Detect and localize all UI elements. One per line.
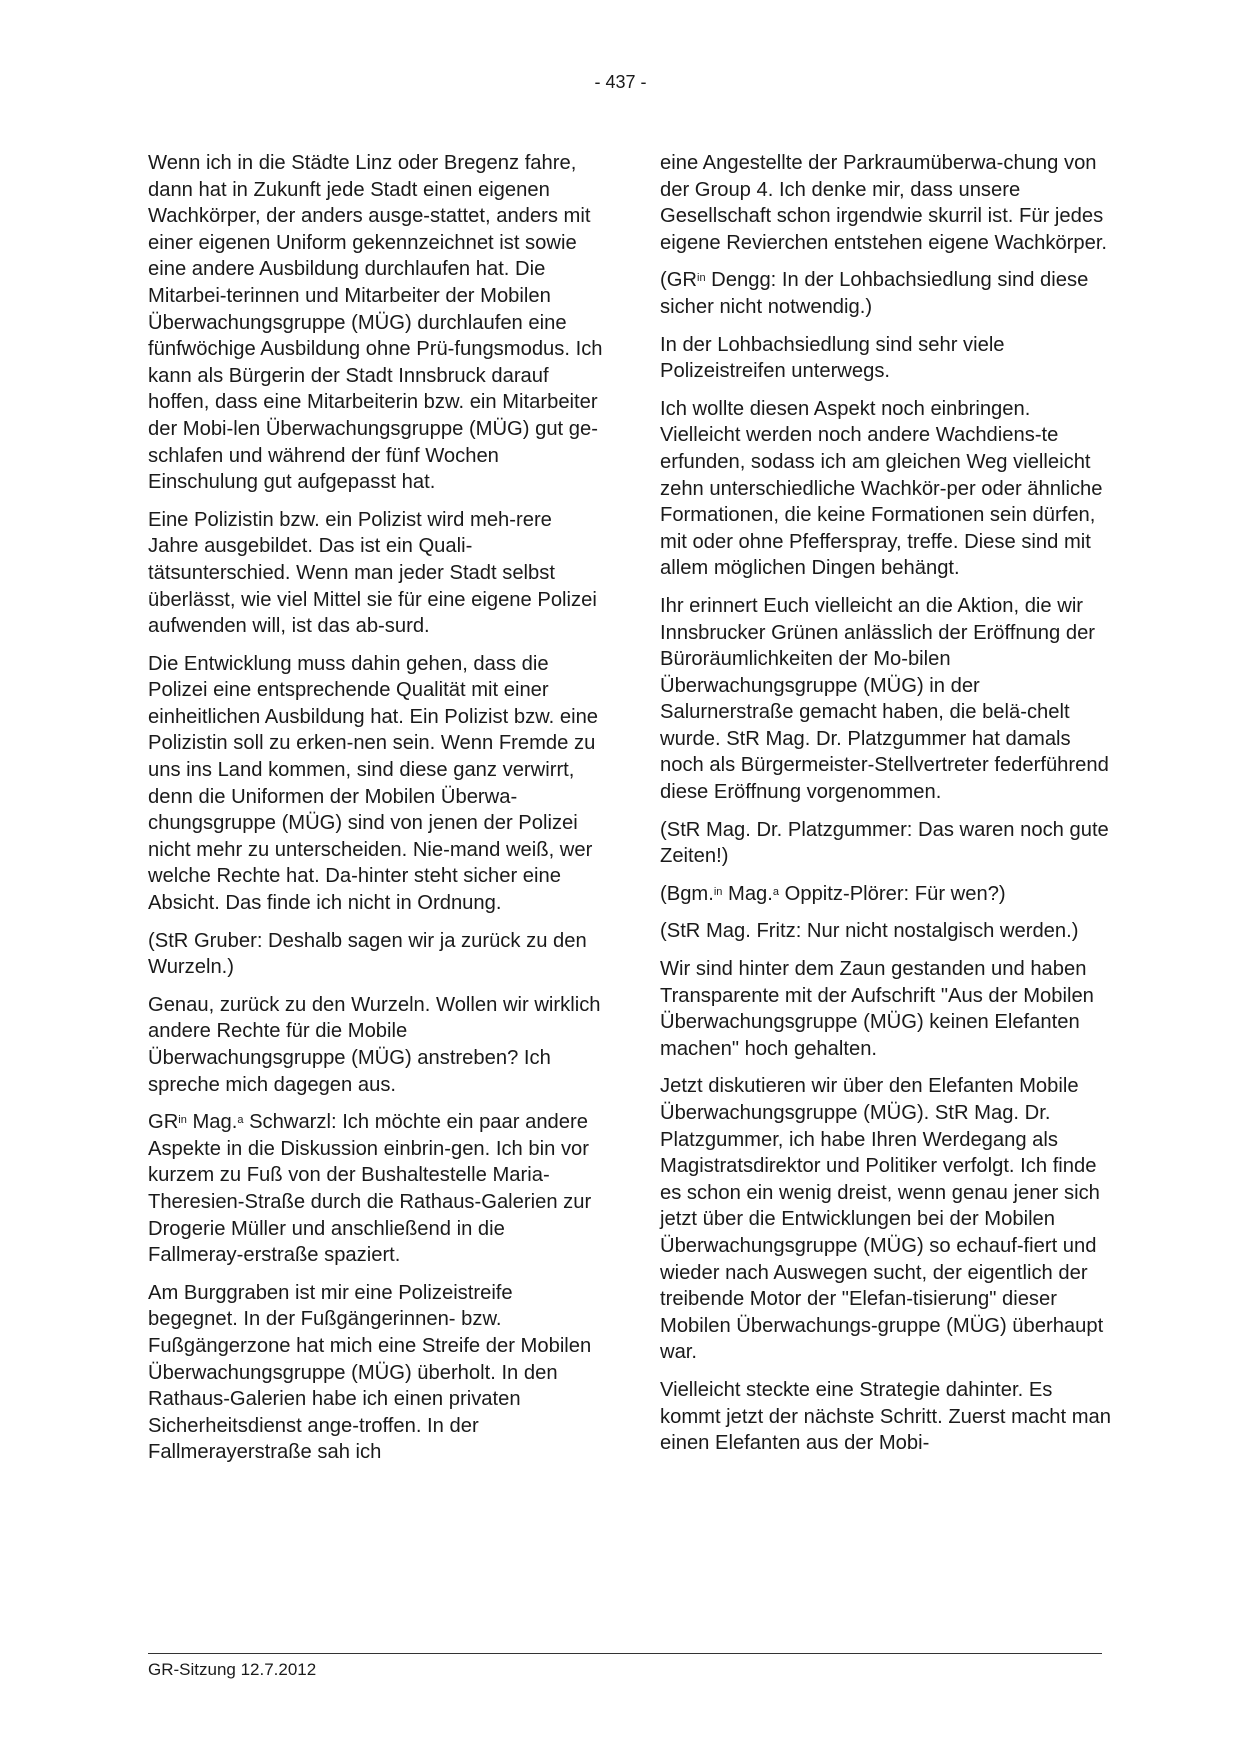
interjection-text: Oppitz-Plörer: Für wen?) bbox=[779, 882, 1006, 905]
paragraph: Die Entwicklung muss dahin gehen, dass die Polizei eine entsprechende Qualität mit einer einheitlichen Ausbildung hat. Ein Polizist bzw. eine Polizistin soll zu erken-nen sein. Wenn Fremde zu uns ins Land kommen, sind diese ganz verwirrt, denn die Uniformen der Mobilen Überwa-chungsgruppe (MÜG) sind von jenen der Polizei nicht mehr zu unterscheiden. Nie-mand weiß, wer welche Rechte hat. Da-hinter steht sicher eine Absicht. Das finde ich nicht in Ordnung. bbox=[148, 652, 599, 915]
left-column bbox=[148, 150, 603, 1477]
paragraph: Genau, zurück zu den Wurzeln. Wollen wir wirklich andere Rechte für die Mobile Überwachungsgruppe (MÜG) anstreben? Ich spreche mich dagegen aus. bbox=[148, 993, 601, 1096]
paragraph: Wenn ich in die Städte Linz oder Bregenz fahre, dann hat in Zukunft jede Stadt einen eigenen Wachkörper, der anders ausge-stattet, anders mit einer eigenen Uniform gekennzeichnet ist sowie eine andere Ausbildung durchlaufen hat. Die Mitarbei-terinnen und Mitarbeiter der Mobilen Überwachungsgruppe (MÜG) durchlaufen eine fünfwöchige Ausbildung ohne Prü-fungsmodus. Ich kann als Bürgerin der Stadt Innsbruck darauf hoffen, dass eine Mitarbeiterin bzw. ein Mitarbeiter der Mobi-len Überwachungsgruppe (MÜG) gut ge-schlafen und während der fünf Wochen Einschulung gut aufgepasst hat. bbox=[148, 152, 603, 494]
footer-text: GR-Sitzung 12.7.2012 bbox=[148, 1660, 317, 1679]
page-number: - 437 - bbox=[594, 72, 647, 92]
interjection bbox=[660, 881, 1115, 908]
paragraph: Vielleicht steckte eine Strategie dahinter. Es kommt jetzt der nächste Schritt. Zuerst macht man einen Elefanten aus der Mobi- bbox=[660, 1378, 1112, 1455]
speaker-mag: Mag. bbox=[186, 1111, 238, 1134]
interjection: (StR Mag. Fritz: Nur nicht nostalgisch werden.) bbox=[660, 920, 1079, 943]
paragraph: Jetzt diskutieren wir über den Elefanten Mobile Überwachungsgruppe (MÜG). StR Mag. Dr. Platzgummer, ich habe Ihren Werdegang als Magistratsdirektor und Politiker verfolgt. Ich finde es schon ein wenig dreist, wenn genau jener sich jetzt über die Entwicklungen bei der Mobilen Überwachungsgruppe (MÜG) so echauf-fiert und wieder nach Auswegen sucht, der eigentlich der treibende Motor der "Elefan-tisierung" dieser Mobilen Überwachungs-gruppe (MÜG) überhaupt war. bbox=[660, 1075, 1104, 1364]
paragraph: Am Burggraben ist mir eine Polizeistreife begegnet. In der Fußgängerinnen- bzw. Fußgängerzone hat mich eine Streife der Mobilen Überwachungsgruppe (MÜG) überholt. In den Rathaus-Galerien habe ich einen privaten Sicherheitsdienst ange-troffen. In der Fallmerayerstraße sah ich bbox=[148, 1281, 592, 1464]
interjection-open: (GR bbox=[660, 269, 698, 292]
speaker-paragraph bbox=[148, 1109, 603, 1269]
superscript: a bbox=[772, 885, 780, 898]
superscript: in bbox=[178, 1114, 187, 1127]
interjection-open: (Bgm. bbox=[660, 882, 714, 905]
right-column bbox=[660, 150, 1115, 1468]
interjection bbox=[660, 267, 1115, 320]
paragraph: Wir sind hinter dem Zaun gestanden und haben Transparente mit der Aufschrift "Aus der Mobilen Überwachungsgruppe (MÜG) keinen Elefanten machen" hoch gehalten. bbox=[660, 958, 1094, 1060]
interjection-text: Dengg: In der Lohbachsiedlung sind diese sicher nicht notwendig.) bbox=[660, 269, 1089, 318]
footer-divider bbox=[148, 1653, 1102, 1654]
superscript: in bbox=[713, 885, 723, 898]
interjection: (StR Mag. Dr. Platzgummer: Das waren noch gute Zeiten!) bbox=[660, 818, 1109, 868]
paragraph: Eine Polizistin bzw. ein Polizist wird meh-rere Jahre ausgebildet. Das ist ein Quali-tätsunterschied. Wenn man jeder Stadt selbst überlässt, wie viel Mittel sie für eine eigene Polizei aufwenden will, ist das ab-surd. bbox=[148, 508, 597, 638]
paragraph: eine Angestellte der Parkraumüberwa-chung von der Group 4. Ich denke mir, dass unsere Gesellschaft schon irgendwie skurril ist. Für jedes eigene Revierchen entstehen eigene Wachkörper. bbox=[660, 152, 1108, 254]
speaker-title: GR bbox=[148, 1111, 179, 1134]
interjection: (StR Gruber: Deshalb sagen wir ja zurück zu den Wurzeln.) bbox=[148, 929, 587, 979]
paragraph: Ihr erinnert Euch vielleicht an die Aktion, die wir Innsbrucker Grünen anlässlich der Eröffnung der Büroräumlichkeiten der Mo-bilen Überwachungsgruppe (MÜG) in der Salurnerstraße gemacht haben, die belä-chelt wurde. StR Mag. Dr. Platzgummer hat damals noch als Bürgermeister-Stellvertreter federführend diese Eröffnung vorgenommen. bbox=[660, 594, 1109, 804]
superscript: in bbox=[697, 272, 706, 285]
paragraph: Ich wollte diesen Aspekt noch einbringen. Vielleicht werden noch andere Wachdiens-te erfunden, sodass ich am gleichen Weg vielleicht zehn unterschiedliche Wachkör-per oder ähnliche Formationen, die keine Formationen sein dürfen, mit oder ohne Pfefferspray, treffe. Diese sind mit allem möglichen Dingen behängt. bbox=[660, 397, 1103, 580]
speaker-text: Schwarzl: Ich möchte ein paar andere Aspekte in die Diskussion einbrin-gen. Ich bin vor kurzem zu Fuß von der Bushaltestelle Maria-Theresien-Straße durch die Rathaus-Galerien zur Drogerie Müller und anschließend in die Fallmeray-erstraße spaziert. bbox=[148, 1111, 592, 1267]
paragraph: In der Lohbachsiedlung sind sehr viele Polizeistreifen unterwegs. bbox=[660, 333, 1005, 383]
superscript: a bbox=[237, 1114, 244, 1127]
interjection-mag: Mag. bbox=[722, 882, 773, 905]
